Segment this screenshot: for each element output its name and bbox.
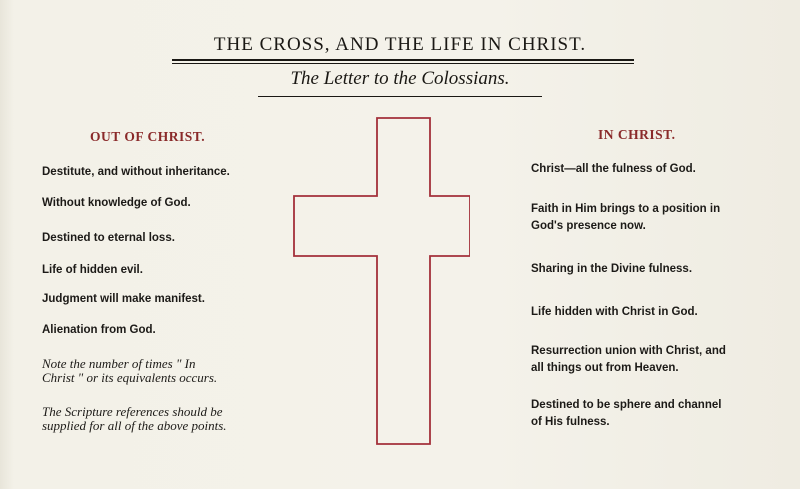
right-item-line: Sharing in the Divine fulness. bbox=[531, 263, 693, 275]
right-item-line: Christ—all the fulness of God. bbox=[531, 163, 696, 175]
left-item: Destined to eternal loss. bbox=[42, 232, 175, 244]
right-item bbox=[531, 161, 696, 178]
in-christ-heading: IN CHRIST. bbox=[598, 127, 676, 142]
cross-figure bbox=[290, 114, 470, 454]
out-of-christ-heading: OUT OF CHRIST. bbox=[90, 129, 206, 144]
right-item-line: all things out from Heaven. bbox=[531, 362, 679, 374]
right-item bbox=[531, 261, 692, 278]
note-line: Note the number of times " In bbox=[42, 356, 196, 371]
left-item: Judgment will make manifest. bbox=[42, 293, 205, 305]
right-item-line: Life hidden with Christ in God. bbox=[531, 306, 698, 318]
right-item-line: of His fulness. bbox=[531, 416, 610, 428]
title-rule bbox=[172, 59, 634, 61]
right-item-line: Destined to be sphere and channel bbox=[531, 399, 722, 411]
left-item: Alienation from God. bbox=[42, 324, 156, 336]
note-line: Christ " or its equivalents occurs. bbox=[42, 370, 218, 385]
right-item bbox=[531, 397, 721, 431]
right-item bbox=[531, 304, 698, 321]
note-line: supplied for all of the above points. bbox=[42, 418, 227, 433]
right-item-line: Faith in Him brings to a position in bbox=[531, 203, 721, 215]
left-item: Without knowledge of God. bbox=[42, 197, 191, 209]
page-subtitle: The Letter to the Colossians. bbox=[290, 68, 510, 89]
note-paragraph bbox=[42, 405, 227, 433]
subtitle-rule bbox=[258, 96, 542, 97]
cross-outline bbox=[294, 118, 470, 444]
left-item: Destitute, and without inheritance. bbox=[42, 166, 230, 178]
note-paragraph bbox=[42, 357, 217, 385]
right-item bbox=[531, 201, 720, 235]
note-line: The Scripture references should be bbox=[42, 404, 223, 419]
left-item: Life of hidden evil. bbox=[42, 264, 143, 276]
right-item bbox=[531, 343, 726, 377]
right-item-line: God's presence now. bbox=[531, 220, 646, 232]
title-rule-thin bbox=[172, 63, 634, 64]
right-item-line: Resurrection union with Christ, and bbox=[531, 345, 726, 357]
page-title: THE CROSS, AND THE LIFE IN CHRIST. bbox=[213, 34, 587, 55]
